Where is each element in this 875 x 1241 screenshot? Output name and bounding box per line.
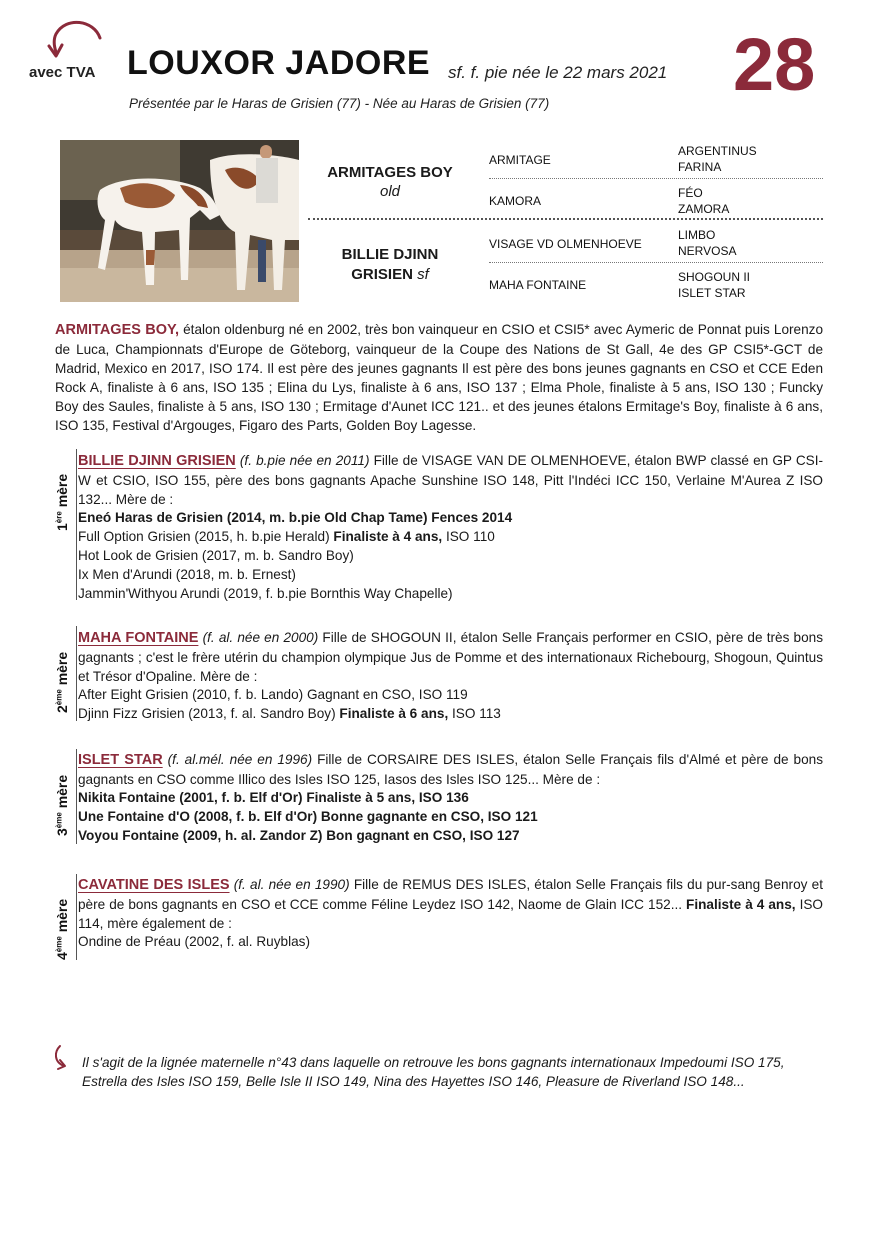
grandparent-sire-sire: ARMITAGE: [489, 153, 551, 167]
sire-description-text: étalon oldenburg né en 2002, très bon vainqueur en CSIO et CSI5* avec Aymeric de Ponnat puis Lorenzo de Luca, Championnats d'Europe de Göteborg, vainqueur de la Coupe des Nations de St Gall, 4e des GP CSI5*-GCT de Madrid, Mexico en 2017, ISO 174. Il est père des jeunes gagnants Il est père des bons jeunes gagnants en CSO et CCE Eden Rock A, finaliste à 6 ans, ISO 135 ; Elina du Lys, finaliste à 6 ans, ISO 137 ; Elma Phole, finaliste à 5 ans, ISO 130 ; Funcky Boy des Saules, finaliste à 5 ans, ISO 130 ; Ermitage d'Aunet ICC 121.. et des jeunes étalons Ermitage's Boy, finaliste à 6 ans, ISO 135, Festival d'Argouges, Figaro des Parts, Golden Boy Lagesse.: [55, 322, 824, 433]
dam-3-offspring-2: Une Fontaine d'O (2008, f. b. Elf d'Or) Bonne gagnante en CSO, ISO 121: [78, 809, 538, 824]
pedigree-divider-lower: [489, 262, 823, 263]
dam-3-text: Fille de CORSAIRE DES ISLES, étalon Selle Français fils d'Almé et père de bons gagnants en CSO comme Illico des Isles ISO 125, Iasos des Isles ISO 125... Mère de :: [78, 752, 823, 787]
great-grandparent-8: ISLET STAR: [678, 286, 746, 300]
dam-3-sub: (f. al.mél. née en 1996): [167, 752, 313, 767]
pedigree-divider-main: [308, 218, 823, 220]
footnote: Il s'agit de la lignée maternelle n°43 dans laquelle on retrouve les bons gagnants internationaux Impedoumi ISO 175, Estrella des Isles ISO 159, Belle Isle II ISO 149, Nina des Hayettes ISO 146, Pleasure de Riverland ISO 148...: [82, 1055, 785, 1089]
rank-label-3: 3ème mère: [54, 774, 70, 836]
horse-photo: [60, 140, 299, 302]
hook-arrow-icon: [50, 1044, 76, 1072]
rank-label-2: 2ème mère: [54, 651, 70, 713]
dam-1-offspring-3: Hot Look de Grisien (2017, m. b. Sandro Boy): [78, 548, 354, 563]
dam-1-bar: [76, 449, 77, 600]
dam-2-sub: (f. al. née en 2000): [202, 630, 319, 645]
horse-name: LOUXOR JADORE: [127, 44, 431, 82]
dam-2-description: [78, 628, 823, 686]
dam-3-offspring-1: Nikita Fontaine (2001, f. b. Elf d'Or) Finaliste à 5 ans, ISO 136: [78, 790, 469, 805]
presented-by: Présentée par le Haras de Grisien (77) - Née au Haras de Grisien (77): [129, 96, 550, 111]
dam-4-text-tail: ISO 114, mère également de :: [78, 897, 823, 931]
dam-1-sub: (f. b.pie née en 2011): [239, 453, 370, 468]
sire-description: [55, 320, 823, 435]
dam-1-text: Fille de VISAGE VAN DE OLMENHOEVE, étalon BWP classé en GP CSI-W et CSIO, ISO 155, père des bons gagnants Apache Sunshine ISO 148, Pitt l'Indéci ICC 150, Verlaine M'Aurea Z ISO 132... Mère de :: [78, 453, 824, 507]
dam-4-bar: [76, 874, 77, 960]
dam-4-description: [78, 875, 823, 933]
pedigree-dam-name-line2: GRISIEN: [351, 266, 413, 283]
great-grandparent-5: LIMBO: [678, 228, 716, 242]
pedigree-dam-name-line1: BILLIE DJINN: [341, 246, 439, 263]
dam-2-offspring-2: Djinn Fizz Grisien (2013, f. al. Sandro Boy) Finaliste à 6 ans, ISO 113: [78, 706, 501, 721]
vat-label: avec TVA: [29, 64, 96, 81]
dam-4-offspring-1: Ondine de Préau (2002, f. al. Ruyblas): [78, 934, 310, 949]
dam-3-description: [78, 750, 823, 789]
dam-2-offspring-1: After Eight Grisien (2010, f. b. Lando) Gagnant en CSO, ISO 119: [78, 687, 468, 702]
dam-1-offspring-1: Eneó Haras de Grisien (2014, m. b.pie Old Chap Tame) Fences 2014: [78, 510, 513, 525]
rank-label-4: 4ème mère: [54, 898, 70, 960]
pedigree-sire-studbook: old: [379, 183, 401, 200]
dam-2-name: MAHA FONTAINE: [78, 630, 199, 646]
grandparent-dam-dam: MAHA FONTAINE: [489, 278, 587, 292]
dam-4-text: Fille de REMUS DES ISLES, étalon Selle Français fils du pur-sang Benroy et père de bons gagnants en CSO et CCE comme Féline Leydez ISO 142, Naome de Glain ICC 152...: [78, 877, 823, 912]
great-grandparent-6: NERVOSA: [678, 244, 737, 258]
dam-3-bar: [76, 749, 77, 844]
dam-1-offspring-4: Ix Men d'Arundi (2018, m. b. Ernest): [78, 567, 296, 582]
dam-2-text: Fille de SHOGOUN II, étalon Selle Français performer en CSIO, père de très bons gagnants ; c'est le frère utérin du champion olympique Jus de Pomme et des internationaux Richebourg, Shogoun, Quintus et Trésor d'Opaline. Mère de :: [78, 630, 824, 684]
dam-1-offspring-5: Jammin'Withyou Arundi (2019, f. b.pie Bornthis Way Chapelle): [78, 586, 453, 601]
dam-2-bar: [76, 626, 77, 721]
dam-3-name: ISLET STAR: [78, 752, 163, 768]
dam-1-description: [78, 451, 823, 509]
dam-3-offspring-3: Voyou Fontaine (2009, h. al. Zandor Z) Bon gagnant en CSO, ISO 127: [78, 828, 520, 843]
great-grandparent-1: ARGENTINUS: [678, 144, 757, 158]
grandparent-sire-dam: KAMORA: [489, 194, 542, 208]
dam-4-sub: (f. al. née en 1990): [233, 877, 350, 892]
pedigree-divider-upper: [489, 178, 823, 179]
dam-1-offspring-2: Full Option Grisien (2015, h. b.pie Herald) Finaliste à 4 ans, ISO 110: [78, 529, 495, 544]
dam-4-name: CAVATINE DES ISLES: [78, 877, 230, 893]
grandparent-dam-sire: VISAGE VD OLMENHOEVE: [489, 237, 642, 251]
rank-label-1: 1ère mère: [54, 473, 70, 531]
great-grandparent-7: SHOGOUN II: [678, 270, 751, 284]
great-grandparent-2: FARINA: [678, 160, 722, 174]
dam-1-name: BILLIE DJINN GRISIEN: [78, 453, 236, 469]
sire-description-name: ARMITAGES BOY,: [55, 322, 180, 338]
pedigree-dam-name-line2-wrap: [300, 266, 480, 283]
pedigree-sire-name: ARMITAGES BOY: [327, 164, 453, 181]
lot-number: 28: [733, 23, 816, 106]
great-grandparent-4: ZAMORA: [678, 202, 730, 216]
dam-4-text-bold: Finaliste à 4 ans,: [686, 897, 796, 912]
great-grandparent-3: FÉO: [678, 186, 703, 200]
horse-info: sf. f. pie née le 22 mars 2021: [448, 63, 668, 82]
pedigree-dam-studbook: sf: [417, 266, 429, 283]
curved-arrow-icon: [44, 18, 106, 64]
